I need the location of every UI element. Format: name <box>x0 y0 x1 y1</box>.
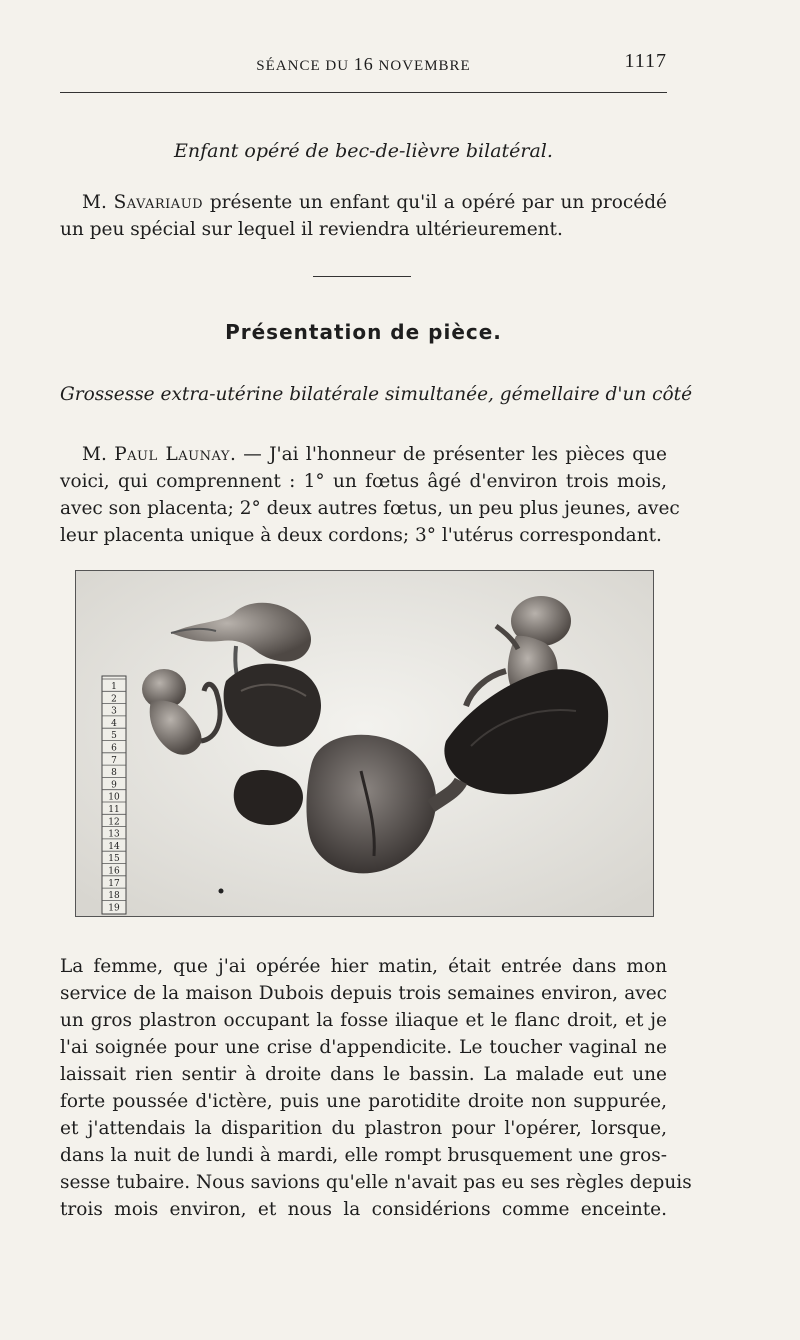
case1-line-1 <box>60 189 667 216</box>
ruler-mark-label: 13 <box>108 829 120 840</box>
ruler-mark-label: 18 <box>108 891 120 902</box>
ruler-mark-label: 1 <box>111 682 117 692</box>
body-line-9: sesse tubaire. Nous savions qu'elle n'avait pas eu ses règles depuis <box>60 1172 692 1193</box>
body-line-2: service de la maison Dubois depuis trois semaines environ, avec <box>60 983 667 1004</box>
body-line-8: dans la nuit de lundi à mardi, elle rompt brusquement une gros- <box>60 1145 667 1166</box>
ruler-mark-label: 10 <box>108 792 120 803</box>
ruler-mark-label: 4 <box>111 718 117 729</box>
case2-title-prefix: M. <box>82 444 115 465</box>
ruler-mark-label: 14 <box>108 841 120 852</box>
case1-line-2: un peu spécial sur lequel il reviendra ultérieurement. <box>60 219 563 240</box>
case2-line-1 <box>60 441 667 468</box>
ruler-mark-label: 16 <box>108 866 120 877</box>
ruler-mark-label: 2 <box>111 694 117 705</box>
ruler-mark-label: 15 <box>108 854 120 865</box>
body-line-7: et j'attendais la disparition du plastron pour l'opérer, lorsque, <box>60 1118 667 1139</box>
header-rule <box>60 92 667 93</box>
section-title: Présentation de pièce. <box>225 320 502 344</box>
case1-title-prefix: M. <box>82 192 114 213</box>
case1-author: Savariaud <box>113 192 204 213</box>
case2-line-2: voici, qui comprennent : 1° un fœtus âgé d'environ trois mois, <box>60 471 667 492</box>
body-line-4: l'ai soignée pour une crise d'appendicite. Le toucher vaginal ne <box>60 1037 667 1058</box>
specimen-illustration <box>76 571 653 916</box>
case1-paragraph <box>60 189 667 243</box>
photo-speck <box>219 889 224 894</box>
case2-subtitle: Grossesse extra-utérine bilatérale simultanée, gémellaire d'un côté <box>60 384 693 405</box>
running-head-title <box>60 54 667 75</box>
ruler-mark-label: 8 <box>111 768 117 779</box>
body-paragraph <box>60 953 692 1223</box>
ruler-mark-label: 3 <box>111 706 117 717</box>
case2-line-4: leur placenta unique à deux cordons; 3° l'utérus correspondant. <box>60 525 662 546</box>
running-head-prefix: SÉANCE DU <box>256 58 350 74</box>
ruler-mark-label: 7 <box>111 755 117 766</box>
running-head-month: NOVEMBRE <box>378 58 471 74</box>
case2-paragraph <box>60 441 680 549</box>
body-line-5: laissait rien sentir à droite dans le bassin. La malade eut une <box>60 1064 667 1085</box>
section-separator <box>313 276 411 277</box>
ruler-mark-label: 9 <box>111 780 117 791</box>
case2-author: Paul Launay <box>114 444 230 465</box>
ruler-mark-label: 11 <box>108 805 120 815</box>
specimen-photograph <box>75 570 654 917</box>
page-number: 1117 <box>624 50 667 72</box>
ruler-mark-label: 17 <box>108 878 120 889</box>
running-head <box>60 50 667 76</box>
case2-line-1-rest: . — J'ai l'honneur de présenter les pièces que <box>229 444 667 465</box>
case1-line-1-rest: présente un enfant qu'il a opéré par un procédé <box>203 192 667 213</box>
measuring-ruler <box>102 676 126 914</box>
body-line-3: un gros plastron occupant la fosse iliaque et le flanc droit, et je <box>60 1010 667 1031</box>
case1-subtitle: Enfant opéré de bec-de-lièvre bilatéral. <box>174 140 553 162</box>
ruler-mark-label: 19 <box>108 903 120 914</box>
ruler-mark-label: 12 <box>108 817 120 828</box>
ruler-mark-label: 5 <box>111 731 117 742</box>
running-head-day: 16 <box>353 54 374 74</box>
body-line-1: La femme, que j'ai opérée hier matin, était entrée dans mon <box>60 956 667 977</box>
body-line-10: trois mois environ, et nous la considérions comme enceinte. <box>60 1199 667 1220</box>
ruler-mark-label: 6 <box>111 743 117 754</box>
case2-line-3: avec son placenta; 2° deux autres fœtus, un peu plus jeunes, avec <box>60 498 680 519</box>
body-line-6: forte poussée d'ictère, puis une parotidite droite non suppurée, <box>60 1091 667 1112</box>
